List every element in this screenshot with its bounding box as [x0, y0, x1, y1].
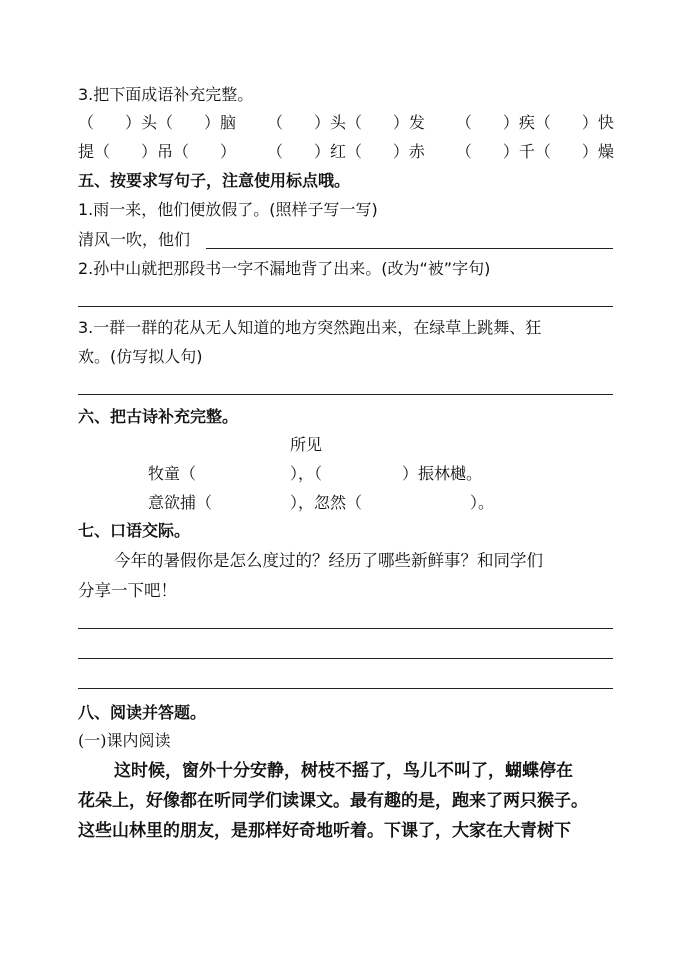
answer-line[interactable] [206, 248, 613, 249]
question-3-title: 3.把下面成语补充完整。 [78, 85, 254, 104]
idiom-cell: ）头（ [313, 113, 362, 132]
idiom-cell: ）赤 [392, 142, 425, 161]
idiom-cell: ）千（ [502, 142, 551, 161]
poem-line-2-c: ）。 [470, 493, 495, 512]
idiom-cell: ）快 [581, 113, 614, 132]
idiom-cell: ）燥 [581, 142, 614, 161]
poem-line-2-a: 意欲捕（ [148, 493, 213, 512]
idiom-cell: 提（ [78, 142, 111, 161]
poem-line-2-b: ），忽然（ [290, 493, 363, 512]
section-5-title: 五、按要求写句子，注意使用标点哦。 [78, 171, 351, 190]
answer-line[interactable] [78, 306, 613, 307]
section-8-title: 八、阅读并答题。 [78, 703, 207, 722]
section-5-question-1: 1.雨一来，他们便放假了。(照样子写一写) [78, 200, 378, 219]
idiom-cell: ）疾（ [502, 113, 551, 132]
poem-line-1-b: ），（ [290, 464, 323, 483]
section-6-title: 六、把古诗补充完整。 [78, 407, 239, 426]
section-7-title: 七、口语交际。 [78, 521, 191, 540]
idiom-cell: （ [78, 113, 95, 132]
reading-passage-line-2: 花朵上，好像都在听同学们读课文。最有趣的是，跑来了两只猴子。 [78, 791, 588, 811]
section-5-question-3-line-1: 3.一群一群的花从无人知道的地方突然跑出来，在绿草上跳舞、狂 [78, 318, 542, 337]
answer-line[interactable] [78, 628, 613, 629]
section-5-answer-prefix: 清风一吹，他们 [78, 230, 191, 249]
idiom-cell: ）头（ [124, 113, 173, 132]
poem-line-1-a: 牧童（ [148, 464, 197, 483]
poem-line-1-c: ）振林樾。 [402, 464, 483, 483]
section-8-subtitle: (一)课内阅读 [78, 731, 171, 750]
idiom-cell: ）发 [392, 113, 425, 132]
section-7-prompt-line-1: 今年的暑假你是怎么度过的？经历了哪些新鲜事？和同学们 [114, 551, 543, 570]
section-5-question-3-line-2: 欢。(仿写拟人句) [78, 347, 203, 366]
section-7-prompt-line-2: 分享一下吧！ [78, 581, 177, 600]
answer-line[interactable] [78, 394, 613, 395]
idiom-cell: ）红（ [313, 142, 362, 161]
idiom-row-2 [78, 141, 614, 163]
idiom-cell: ）吊（ [140, 142, 189, 161]
idiom-cell: （ [455, 113, 472, 132]
idiom-cell: （ [266, 113, 283, 132]
section-5-question-2: 2.孙中山就把那段书一字不漏地背了出来。(改为“被”字句) [78, 259, 491, 278]
idiom-cell: （ [455, 142, 472, 161]
poem-title: 所见 [290, 435, 323, 454]
reading-passage-line-1: 这时候，窗外十分安静，树枝不摇了，鸟儿不叫了，蝴蝶停在 [114, 761, 573, 781]
reading-passage-line-3: 这些山林里的朋友，是那样好奇地听着。下课了，大家在大青树下 [78, 821, 571, 841]
answer-line[interactable] [78, 688, 613, 689]
idiom-cell: （ [266, 142, 283, 161]
idiom-cell: ）脑 [203, 113, 236, 132]
idiom-row-1 [78, 112, 614, 134]
answer-line[interactable] [78, 658, 613, 659]
idiom-cell: ） [219, 142, 236, 161]
